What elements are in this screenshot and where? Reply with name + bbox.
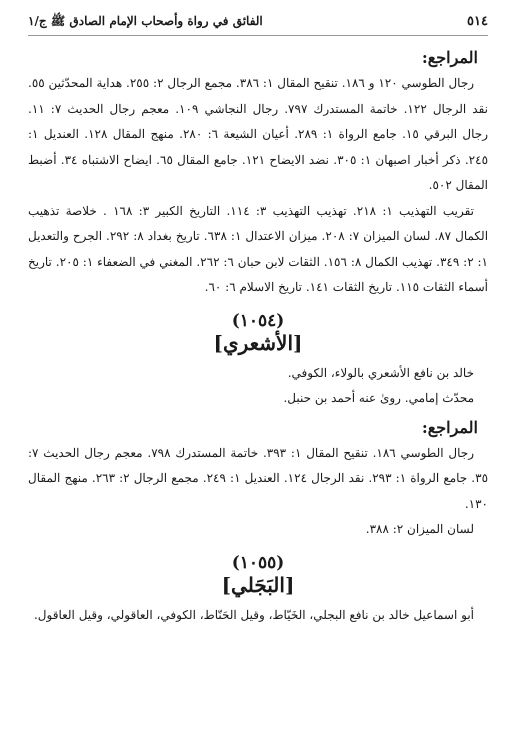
running-header [28, 14, 488, 36]
running-title: الفائق في رواة وأصحاب الإمام الصادق ﷺ ج/١ [28, 14, 263, 28]
references-paragraph: رجال الطوسي ١٨٦. تنقيح المقال ١: ٣٩٣. خاتمة المستدرك ٧٩٨. معجم رجال الحديث ٧: ٣٥. جامع الرواة ١: ٢٩٣. نقد الرجال ١٢٤. العنديل ١: ٢٤٩. مجمع الرجال ٢: ٢٦٣. منهج المقال ١٣٠. [28, 445, 489, 511]
entry-title: [البَجَلي] [221, 572, 295, 597]
entry-number: (١٠٥٥) [231, 552, 285, 573]
book-page [28, 14, 488, 628]
entry-text: أبو اسماعيل خالد بن نافع البجلي، الخَيّاط، وقيل الحَنّاط، الكوفي، العاقولي، وقيل العاقول. [33, 607, 474, 622]
entry-text: محدّث إمامي. روىٰ عنه أحمد بن حنبل. [283, 391, 474, 405]
page-number: ٥١٤ [467, 14, 488, 29]
references-paragraph: رجال الطوسي ١٢٠ و ١٨٦. تنقيح المقال ١: ٣٨٦. مجمع الرجال ٢: ٢٥٥. هداية المحدّثين ٥٥. نقد الرجال ١٢٢. خاتمة المستدرك ٧٩٧. رجال النجاشي ١٠٩. معجم رجال الحديث ٧: ١١. رجال البرقي ١٥. جامع الرواة ١: ٢٨٩. أعيان الشيعة ٦: ٢٨٠. منهج المقال ١٢٨. العنديل ١: ٢٤٥. ذكر أخبار اصبهان ١: ٣٠٥. نضد الايضاح ١٢١. جامع المقال ٦٥. ايضاح الاشتباه ٣٤. أضبط المقال ٥٠٢. [28, 76, 489, 192]
entry-title: [الأشعري] [213, 330, 303, 355]
entry-number: (١٠٥٤) [231, 310, 285, 331]
references-heading: المراجع: [421, 48, 478, 67]
references-heading: المراجع: [421, 417, 478, 437]
entry-text: خالد بن نافع الأشعري بالولاء، الكوفي. [287, 365, 474, 380]
references-paragraph: لسان الميزان ٢: ٣٨٨. [365, 522, 474, 536]
references-paragraph: تقريب التهذيب ١: ٢١٨. تهذيب التهذيب ٣: ١١٤. التاريخ الكبير ٣: ١٦٨ . خلاصة تذهيب الكمال ٨٧. لسان الميزان ٧: ٢٠٨. ميزان الاعتدال ١: ٦٣٨. تاريخ بغداد ٨: ٢٩٢. الجرح والتعديل ١: ٢: ٣٤٩. تهذيب الكمال ٨: ١٥٦. الثقات لابن حبان ٦: ٢٦٢. المغني في الضعفاء ١: ٢٠٥. تاريخ أسماء الثقات ١١٥. تاريخ الثقات ١٤١. تاريخ الاسلام ٦: ٦٠. [28, 203, 489, 294]
